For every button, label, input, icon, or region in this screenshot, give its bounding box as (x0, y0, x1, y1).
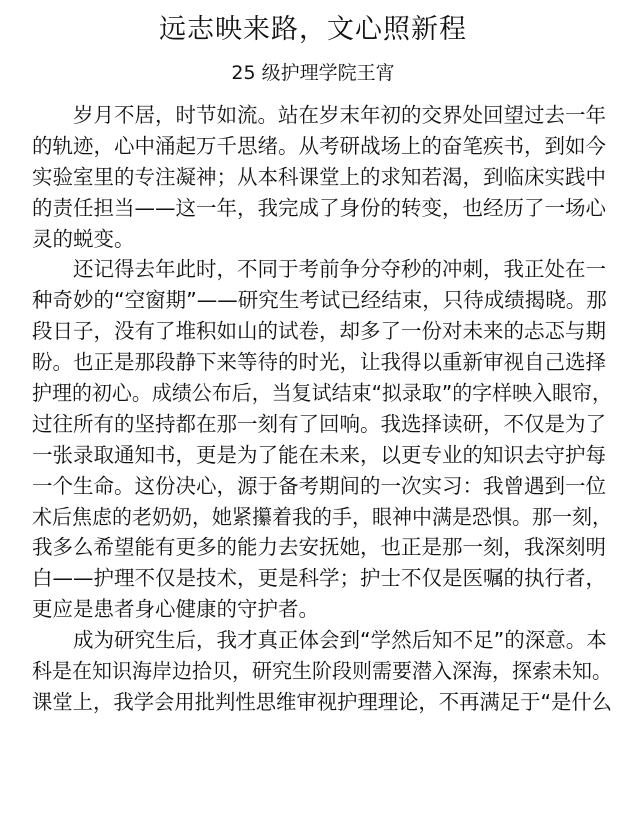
text-line: 一个生命。这份决心，源于备考期间的一次实习：我曾遇到一位 (32, 473, 606, 498)
text-line: 术后焦虑的老奶奶，她紧攥着我的手，眼神中满是恐惧。那一刻， (32, 504, 612, 529)
text-line: 我多么希望能有更多的能力去安抚她，也正是那一刻，我深刻明 (32, 535, 606, 560)
text-line: 科是在知识海岸边拾贝，研究生阶段则需要潜入深海，探索未知。 (32, 659, 612, 684)
text-line: 灵的蜕变。 (32, 226, 135, 251)
text-line: 白——护理不仅是技术，更是科学；护士不仅是医嘱的执行者， (32, 566, 606, 591)
text-line: 更应是患者身心健康的守护者。 (32, 597, 319, 622)
document-body (32, 100, 612, 718)
text-line: 段日子，没有了堆积如山的试卷，却多了一份对未来的忐忑与期 (32, 319, 606, 344)
text-line: 护理的初心。成绩公布后，当复试结束“拟录取”的字样映入眼帘， (32, 381, 612, 406)
text-line: 岁月不居，时节如流。站在岁末年初的交界处回望过去一年 (73, 103, 606, 127)
text-line: 还记得去年此时，不同于考前争分夺秒的冲刺，我正处在一 (73, 257, 606, 282)
text-line: 种奇妙的“空窗期”——研究生考试已经结束，只待成绩揭晓。那 (32, 288, 607, 313)
document-byline: 25 级护理学院王宵 (231, 62, 395, 84)
text-line: 的责任担当——这一年，我完成了身份的转变，也经历了一场心 (32, 195, 606, 220)
document-title: 远志映来路，文心照新程 (159, 14, 467, 45)
text-line: 的轨迹，心中涌起万千思绪。从考研战场上的奋笔疾书，到如今 (32, 133, 606, 158)
text-line: 一张录取通知书，更是为了能在未来，以更专业的知识去守护每 (32, 442, 606, 467)
text-line: 课堂上，我学会用批判性思维审视护理理论，不再满足于“是什么 (32, 689, 612, 714)
text-line: 成为研究生后，我才真正体会到“学然后知不足”的深意。本 (73, 628, 607, 653)
text-line: 过往所有的坚持都在那一刻有了回响。我选择读研，不仅是为了 (32, 411, 606, 436)
text-line: 实验室里的专注凝神；从本科课堂上的求知若渴，到临床实践中 (32, 164, 606, 189)
text-line: 盼。也正是那段静下来等待的时光，让我得以重新审视自己选择 (32, 350, 606, 375)
